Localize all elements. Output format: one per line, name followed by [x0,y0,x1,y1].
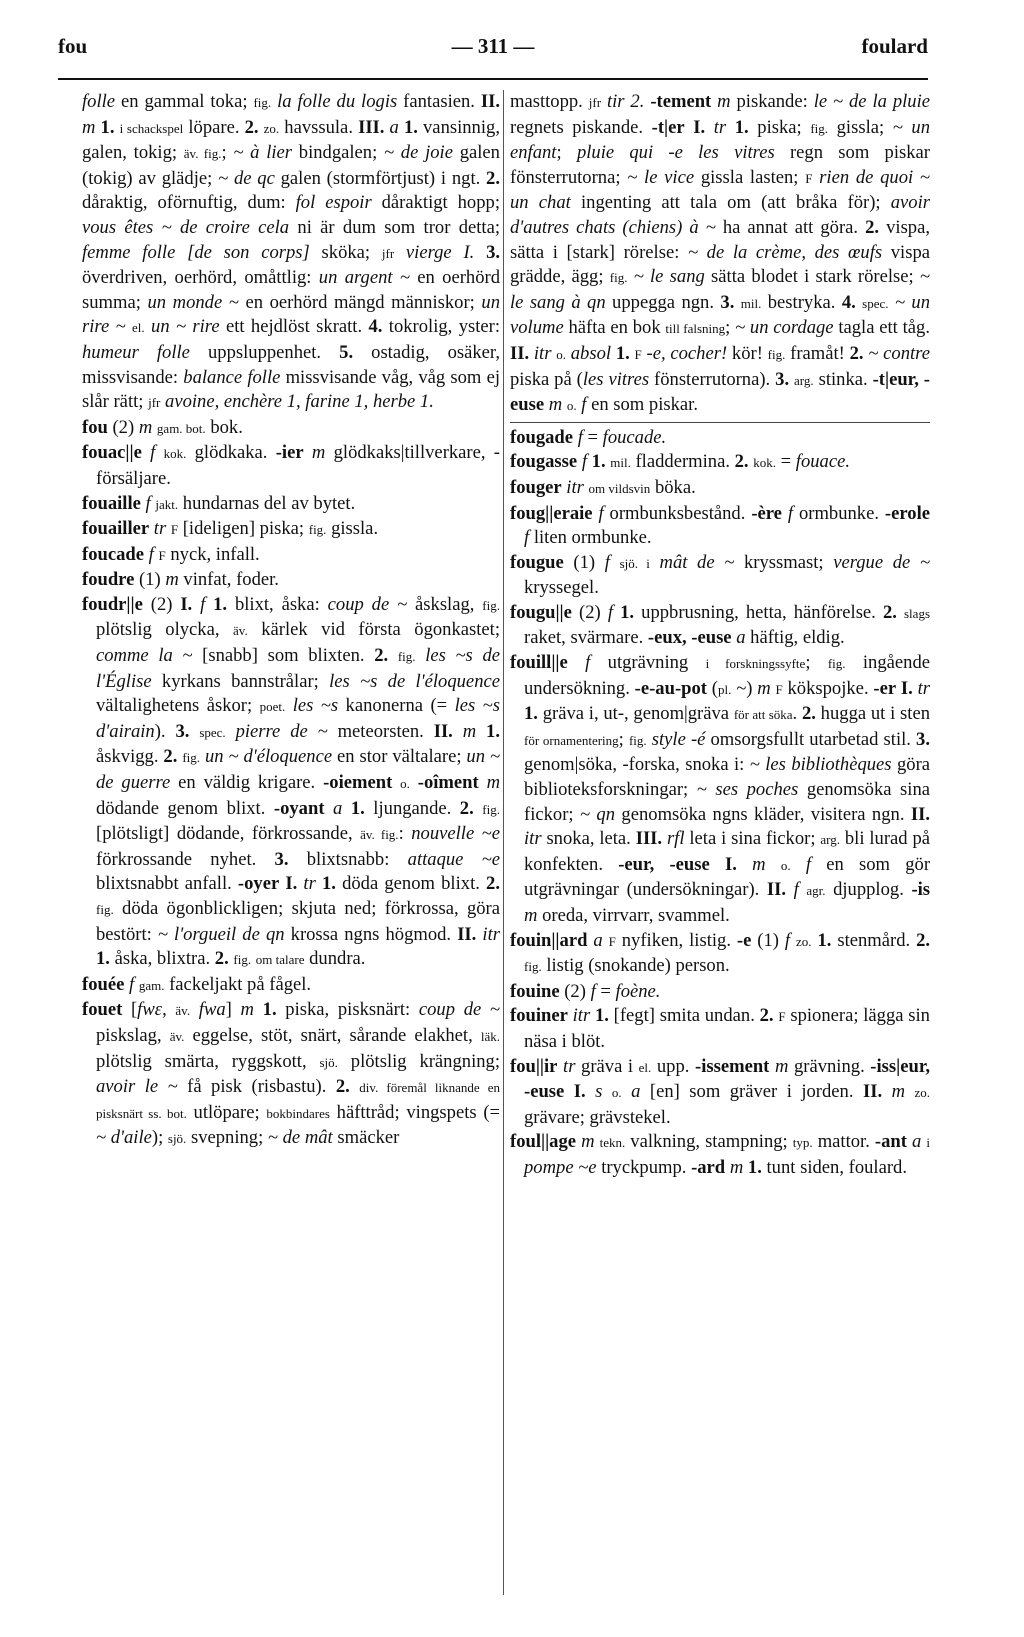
dictionary-entry: fouailler tr F [ideligen] piska; fig. gissla. [82,518,379,540]
dictionary-entry: fouée f gam. fackeljakt på fågel. [82,973,312,995]
dictionary-entry: fouine (2) f = foène. [510,980,661,1002]
dictionary-entry: fouger itr om vildsvin böka. [510,476,696,498]
dictionary-entry: foul||age m tekn. valkning, stampning; typ. mattor. -ant a i pompe ~e tryckpump. -ard m 1. tunt siden, foulard. [510,1131,930,1178]
dictionary-entry: fouiner itr 1. [fegt] smita undan. 2. F spionera; lägga sin näsa i blöt. [510,1005,930,1052]
dictionary-entry: foudr||e (2) I. f 1. blixt, åska: coup de ~ åskslag, fig. plötslig olycka, äv. kärlek vid första ögonkastet; comme la ~ [snabb] som blixten. 2. fig. les ~s de l'Église kyrkans bannstrålar; les ~s de l'éloquence vältalighetens åskor; poet. les ~s kanonerna (= les ~s d'airain). 3. spec. pierre de ~ meteorsten. II. m 1. åskvigg. 2. fig. un ~ d'éloquence en stor vältalare; un ~ de guerre en väldig krigare. -oiement o. -oîment m dödande genom blixt. -oyant a 1. ljungande. 2. fig. [plötsligt] dödande, förkrossande, äv. fig.: nouvelle ~e förkrossande nyhet. 3. blixtsnabb: attaque ~e blixtsnabbt anfall. -oyer I. tr 1. döda genom blixt. 2. fig. döda ögonblickligen; skjuta ned; förkrossa, göra bestört: ~ l'orgueil de qn krossa ngns högmod. II. itr 1. åska, blixtra. 2. fig. om talare dundra. [82,593,501,970]
column-divider [503,90,504,1595]
dictionary-entry: fougasse f 1. mil. fladdermina. 2. kok. = fouace. [510,451,850,473]
dictionary-entry: fouaille f jakt. hundarnas del av bytet. [82,492,356,514]
dictionary-entry: masttopp. jfr tir 2. -tement m piskande: le ~ de la pluie regnets piskande. -t|er I. tr 1. piska; fig. gissla; ~ un enfant; pluie qui -e les vitres regn som piskar fönsterrutorna; ~ le vice gissla lasten; F rien de quoi ~ un chat ingenting att tala om (att bråka för); avoir d'autres chats (chiens) à ~ ha annat att göra. 2. vispa, sätta i [stark] rörelse: ~ de la crème, des œufs vispa grädde, ägg; fig. ~ le sang sätta blodet i stark rörelse; ~ le sang à qn uppegga ngn. 3. mil. bestryka. 4. spec. ~ un volume häfta en bok till falsning; ~ un cordage tagla ett tåg. II. itr o. absol 1. F -e, cocher! kör! fig. framåt! 2. ~ contre piska på (les vitres fönsterrutorna). 3. arg. stinka. -t|eur, -euse m o. f en som piskar. [510,90,930,423]
dictionary-entry: folle en gammal toka; fig. la folle du logis fantasien. II. m 1. i schackspel löpare. 2. zo. havssula. III. a 1. vansinnig, galen, tokig; äv. fig.; ~ à lier bindgalen; ~ de joie galen (tokig) av glädje; ~ de qc galen (stormförtjust) i ngt. 2. dåraktig, oförnuftig, dum: fol espoir dåraktigt hopp; vous êtes ~ de croire cela ni är dum som tror detta; femme folle [de son corps] sköka; jfr vierge I. 3. överdriven, oerhörd, omåttlig: un argent ~ en oerhörd summa; un monde ~ en oerhörd mängd människor; un rire ~ el. un ~ rire ett hejdlöst skratt. 4. tokrolig, yster: humeur folle uppsluppenhet. 5. ostadig, osäker, missvisande: balance folle missvisande våg, våg som ej slår rätt; jfr avoine, enchère 1, farine 1, herbe 1. [82,91,501,413]
dictionary-entry: fou (2) m gam. bot. bok. [82,416,243,438]
dictionary-entry: fougade f = foucade. [510,426,667,448]
header-left-guide-word: fou [58,34,88,58]
dictionary-entry: fougue (1) f sjö. i mât de ~ kryssmast; vergue de ~ kryssegel. [510,551,930,599]
dictionary-entry: fou||ir tr gräva i el. upp. -issement m grävning. -iss|eur, -euse I. s o. a [en] som gräver i jorden. II. m zo. grävare; grävstekel. [510,1055,931,1128]
page-header [58,34,928,66]
right-column [510,90,930,1181]
dictionary-entry: fouin||ard a F nyfiken, listig. -e (1) f zo. 1. stenmård. 2. fig. listig (snokande) person. [510,929,931,977]
dictionary-entry: fougu||e (2) f 1. uppbrusning, hetta, hänförelse. 2. slags raket, svärmare. -eux, -euse a häftig, eldig. [510,601,930,649]
left-column [82,90,500,1152]
dictionary-entry: foug||eraie f ormbunksbestånd. -ère f ormbunke. -erole f liten ormbunke. [510,502,930,549]
dictionary-entry: foudre (1) m vinfat, foder. [82,569,279,591]
dictionary-entry: fouet [fwɛ, äv. fwa] m 1. piska, pisksnärt: coup de ~ piskslag, äv. eggelse, stöt, snärt, sårande elakhet, läk. plötslig smärta, ryggskott, sjö. plötslig krängning; avoir le ~ få pisk (risbastu). 2. div. föremål liknande en pisksnärt ss. bot. utlöpare; bokbindares häfttråd; vingspets (= ~ d'aile); sjö. svepning; ~ de mât smäcker [82,999,500,1149]
dictionary-entry: fouac||e f kok. glödkaka. -ier m glödkaks|tillverkare, -försäljare. [82,442,500,489]
dictionary-entry: foucade f F nyck, infall. [82,543,260,565]
dictionary-entry: fouill||e f utgrävning i forskningssyfte; fig. ingående undersökning. -e-au-pot (pl. ~) m F kökspojke. -er I. tr 1. gräva i, ut-, genom|gräva för att söka. 2. hugga ut i sten för ornamentering; fig. style -é omsorgsfullt utarbetad stil. 3. genom|söka, -forska, snoka i: ~ les bibliothèques göra biblioteksforskningar; ~ ses poches genomsöka sina fickor; ~ qn genomsöka ngns kläder, visitera ngn. II. itr snoka, leta. III. rfl leta i sina fickor; arg. bli lurad på konfekten. -eur, -euse I. m o. f en som gör utgrävningar (undersökningar). II. f agr. djupplog. -is m oreda, virrvarr, svammel. [510,652,931,926]
header-rule [58,78,928,80]
header-right-guide-word: foulard [861,34,928,58]
page-number: — 311 — [451,34,535,58]
